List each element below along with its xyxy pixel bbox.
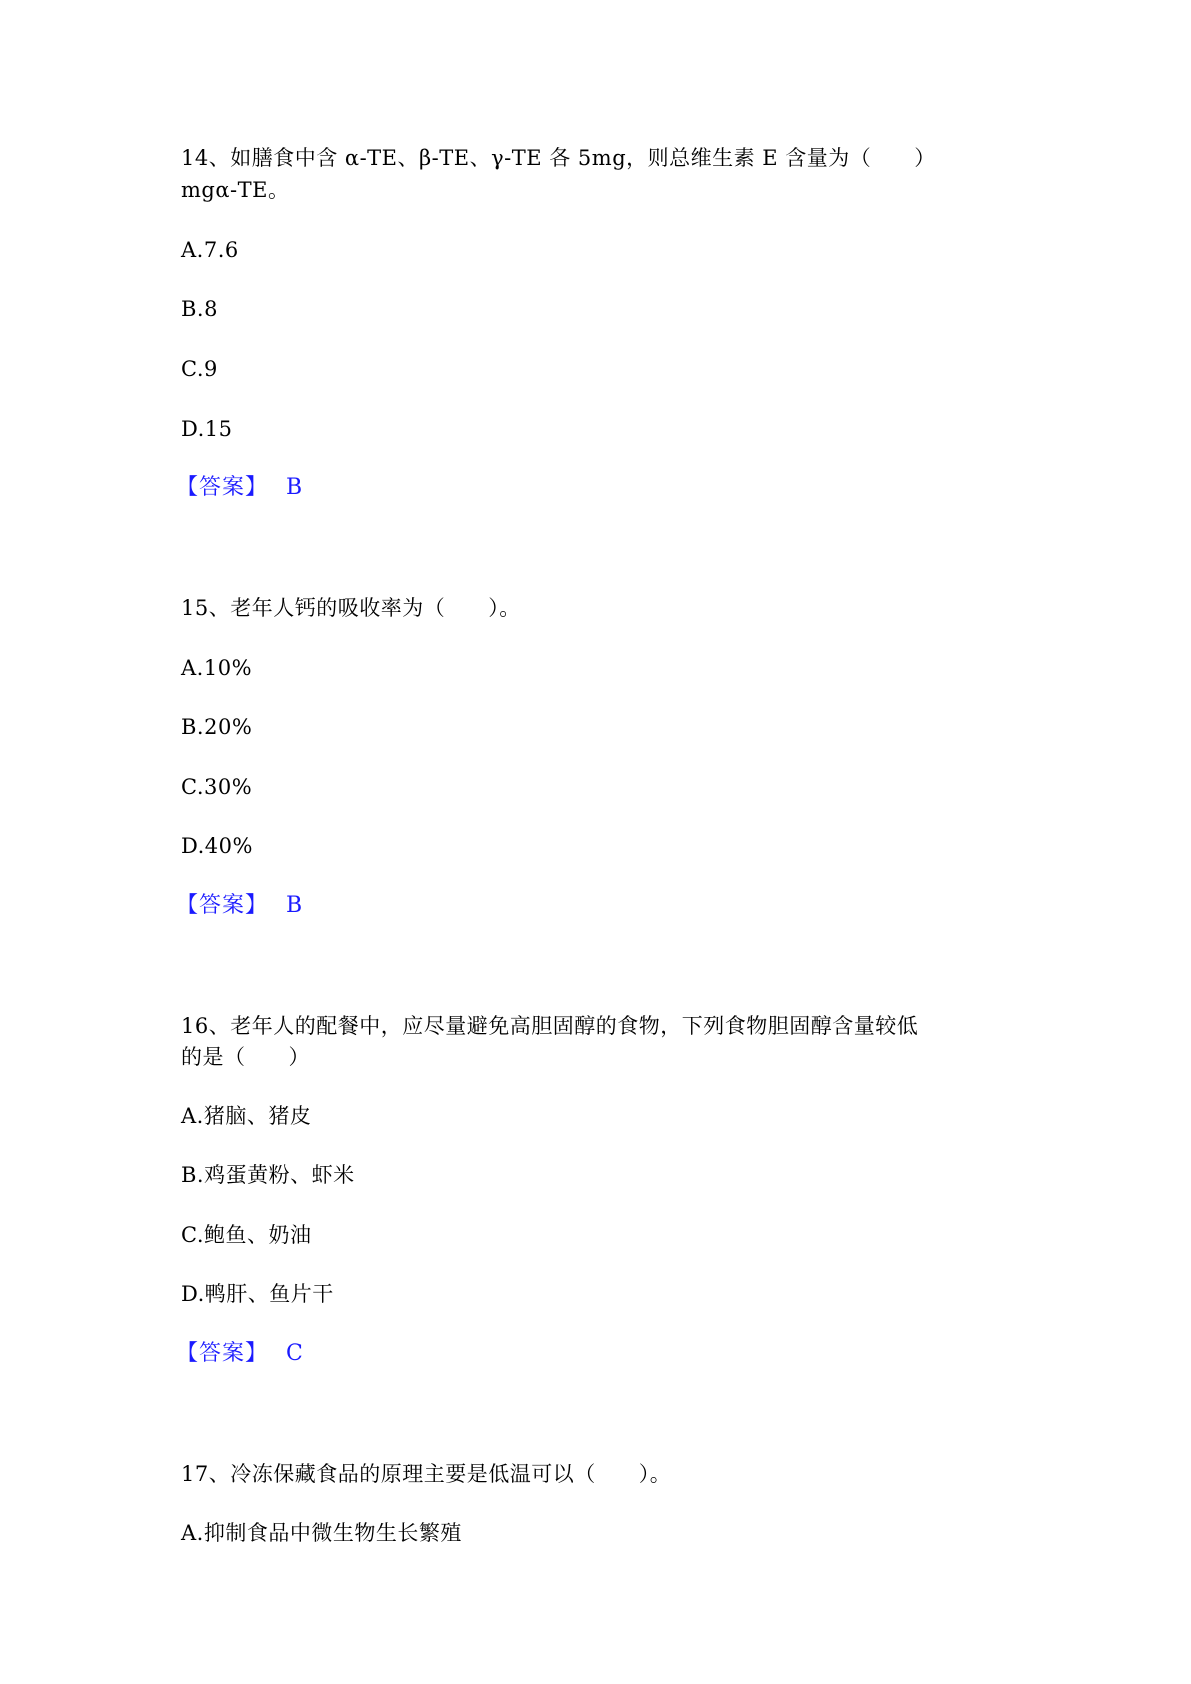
question-15-answer [176, 891, 302, 921]
question-16-option-d: D.鸭肝、鱼片干 [181, 1282, 334, 1306]
question-14-stem-line-2: mgα-TE。 [181, 178, 290, 202]
question-16-stem-line-2: 的是（ ） [181, 1045, 310, 1069]
answer-value: B [286, 893, 303, 918]
question-15-option-b: B.20% [181, 715, 253, 739]
question-15-stem-line-1: 15、老年人钙的吸收率为（ ）。 [181, 596, 521, 620]
question-16-option-a: A.猪脑、猪皮 [181, 1104, 312, 1128]
question-16-answer [176, 1339, 303, 1369]
answer-value: B [286, 475, 303, 500]
question-16-stem-line-1: 16、老年人的配餐中，应尽量避免高胆固醇的食物，下列食物胆固醇含量较低 [181, 1014, 919, 1038]
question-17-option-a: A.抑制食品中微生物生长繁殖 [181, 1521, 462, 1545]
question-16-option-b: B.鸡蛋黄粉、虾米 [181, 1163, 355, 1187]
question-14-option-c: C.9 [181, 357, 218, 381]
question-14-option-d: D.15 [181, 417, 233, 441]
question-16-option-c: C.鲍鱼、奶油 [181, 1223, 312, 1247]
answer-label: 【答案】 [176, 893, 269, 918]
question-14-option-a: A.7.6 [181, 238, 239, 262]
answer-label: 【答案】 [176, 475, 269, 500]
answer-value: C [286, 1341, 303, 1366]
question-14-stem-line-1: 14、如膳食中含 α-TE、β-TE、γ-TE 各 5mg，则总维生素 E 含量为（ ） [181, 146, 936, 170]
question-14-answer [176, 473, 302, 503]
question-14-option-b: B.8 [181, 297, 218, 321]
question-15-option-d: D.40% [181, 834, 253, 858]
question-15-option-a: A.10% [181, 656, 253, 680]
answer-label: 【答案】 [176, 1341, 269, 1366]
question-15-option-c: C.30% [181, 775, 253, 799]
question-17-stem-line-1: 17、冷冻保藏食品的原理主要是低温可以（ ）。 [181, 1462, 672, 1486]
